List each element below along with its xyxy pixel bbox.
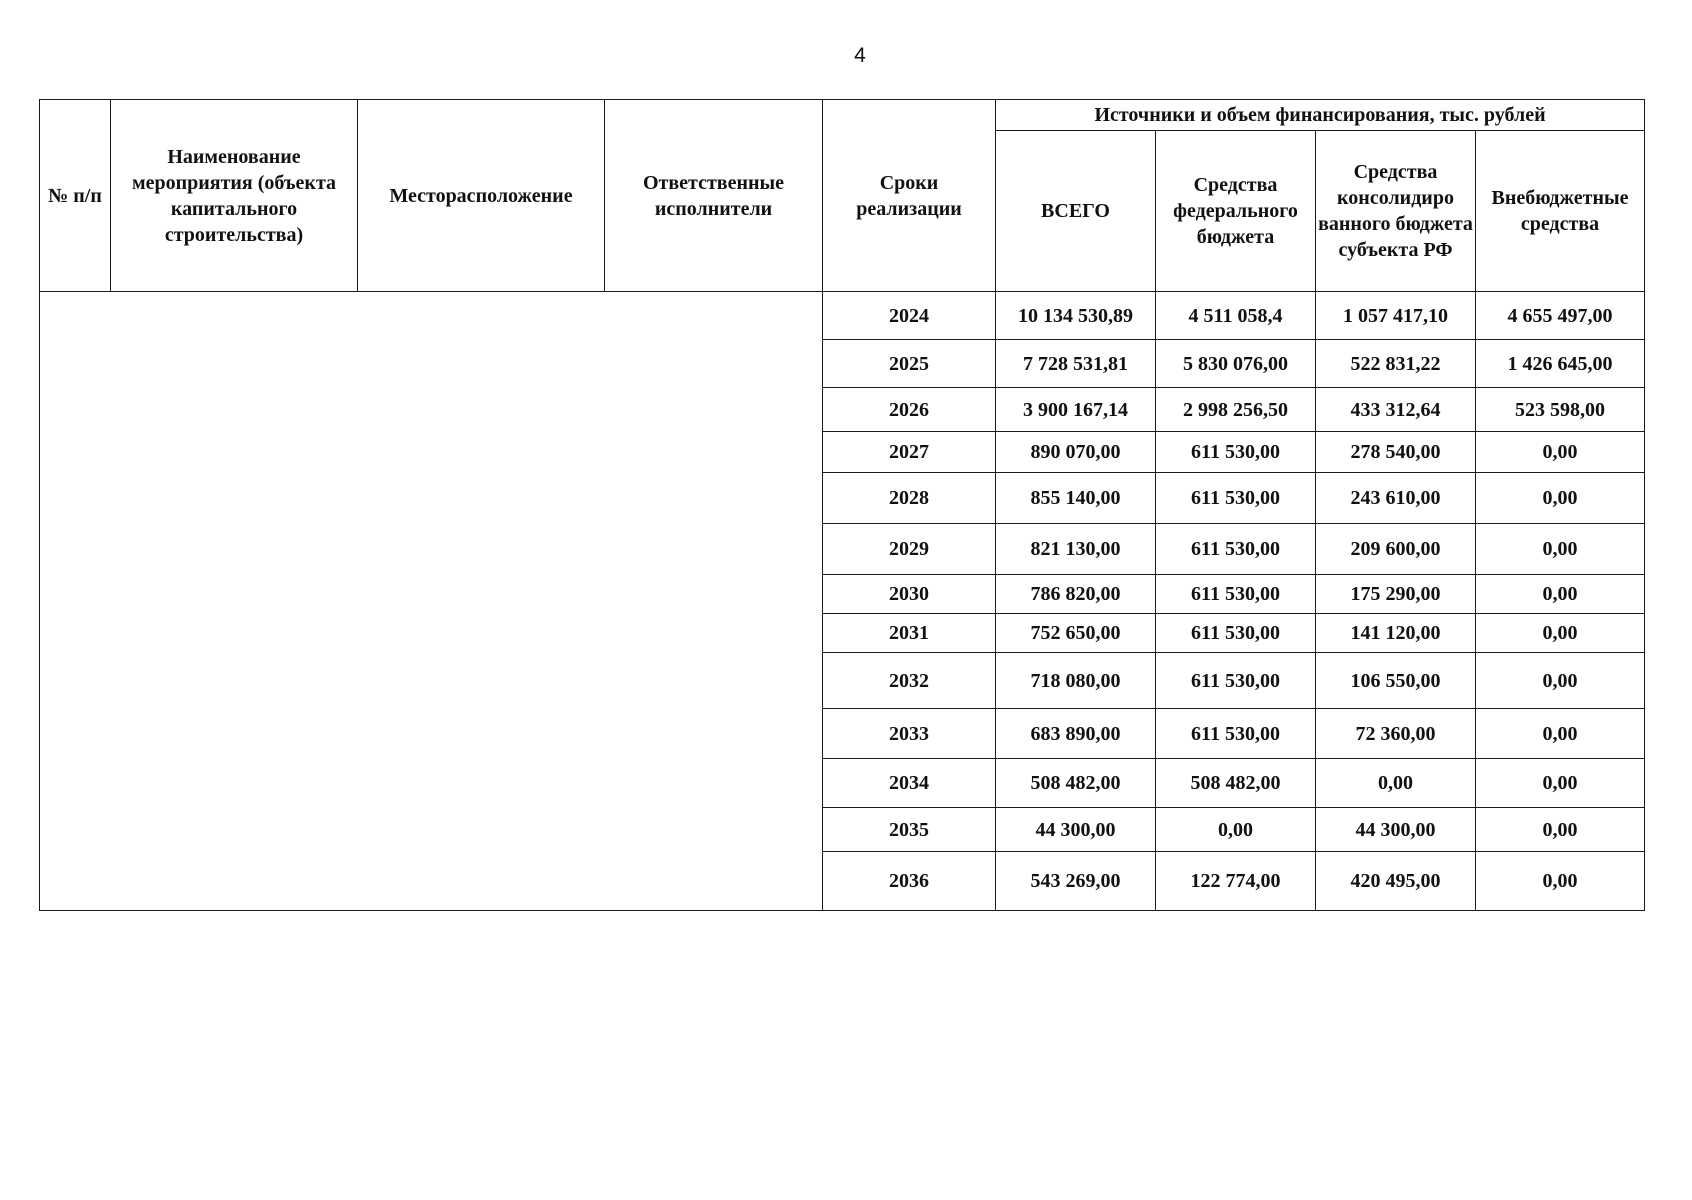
cell-year: 2033	[823, 709, 996, 759]
cell-federal: 611 530,00	[1156, 653, 1316, 709]
cell-federal: 611 530,00	[1156, 473, 1316, 524]
header-terms: Сроки реализации	[823, 100, 996, 292]
cell-extrabudget: 4 655 497,00	[1476, 292, 1645, 340]
cell-total: 7 728 531,81	[996, 340, 1156, 388]
cell-year: 2032	[823, 653, 996, 709]
cell-consolidated: 106 550,00	[1316, 653, 1476, 709]
header-extrabudget: Внебюджетные средства	[1476, 131, 1645, 292]
cell-total: 718 080,00	[996, 653, 1156, 709]
cell-consolidated: 1 057 417,10	[1316, 292, 1476, 340]
cell-consolidated: 243 610,00	[1316, 473, 1476, 524]
cell-year: 2024	[823, 292, 996, 340]
cell-extrabudget: 0,00	[1476, 614, 1645, 653]
cell-federal: 5 830 076,00	[1156, 340, 1316, 388]
cell-year: 2025	[823, 340, 996, 388]
cell-extrabudget: 0,00	[1476, 759, 1645, 808]
financing-table	[39, 99, 1645, 911]
cell-consolidated: 44 300,00	[1316, 808, 1476, 852]
table-body	[40, 292, 1645, 911]
header-responsible: Ответственные исполнители	[605, 100, 823, 292]
cell-federal: 2 998 256,50	[1156, 388, 1316, 432]
cell-consolidated: 278 540,00	[1316, 432, 1476, 473]
header-total: ВСЕГО	[996, 131, 1156, 292]
cell-consolidated: 175 290,00	[1316, 575, 1476, 614]
cell-extrabudget: 0,00	[1476, 473, 1645, 524]
cell-extrabudget: 0,00	[1476, 575, 1645, 614]
cell-consolidated: 420 495,00	[1316, 852, 1476, 911]
cell-total: 10 134 530,89	[996, 292, 1156, 340]
cell-extrabudget: 523 598,00	[1476, 388, 1645, 432]
cell-extrabudget: 0,00	[1476, 432, 1645, 473]
cell-year: 2030	[823, 575, 996, 614]
cell-consolidated: 522 831,22	[1316, 340, 1476, 388]
cell-total: 821 130,00	[996, 524, 1156, 575]
cell-total: 543 269,00	[996, 852, 1156, 911]
cell-consolidated: 72 360,00	[1316, 709, 1476, 759]
header-financing-group: Источники и объем финансирования, тыс. рублей	[996, 100, 1645, 131]
cell-federal: 122 774,00	[1156, 852, 1316, 911]
cell-total: 44 300,00	[996, 808, 1156, 852]
page-number: 4	[854, 44, 866, 67]
cell-year: 2034	[823, 759, 996, 808]
cell-federal: 508 482,00	[1156, 759, 1316, 808]
cell-extrabudget: 0,00	[1476, 653, 1645, 709]
cell-extrabudget: 0,00	[1476, 852, 1645, 911]
table-header	[40, 100, 1645, 292]
cell-total: 752 650,00	[996, 614, 1156, 653]
cell-consolidated: 209 600,00	[1316, 524, 1476, 575]
header-federal: Средства федерального бюджета	[1156, 131, 1316, 292]
cell-total: 3 900 167,14	[996, 388, 1156, 432]
cell-year: 2028	[823, 473, 996, 524]
cell-extrabudget: 0,00	[1476, 524, 1645, 575]
table-row	[40, 292, 1645, 340]
cell-federal: 611 530,00	[1156, 709, 1316, 759]
cell-federal: 4 511 058,4	[1156, 292, 1316, 340]
cell-federal: 611 530,00	[1156, 524, 1316, 575]
cell-federal: 611 530,00	[1156, 575, 1316, 614]
cell-consolidated: 0,00	[1316, 759, 1476, 808]
header-name: Наименование мероприятия (объекта капитального строительства)	[111, 100, 358, 292]
blank-merged-cell	[40, 292, 823, 911]
cell-total: 855 140,00	[996, 473, 1156, 524]
cell-year: 2026	[823, 388, 996, 432]
cell-extrabudget: 0,00	[1476, 709, 1645, 759]
cell-total: 683 890,00	[996, 709, 1156, 759]
cell-year: 2031	[823, 614, 996, 653]
cell-consolidated: 433 312,64	[1316, 388, 1476, 432]
cell-total: 786 820,00	[996, 575, 1156, 614]
cell-federal: 611 530,00	[1156, 614, 1316, 653]
header-location: Месторасположение	[358, 100, 605, 292]
cell-total: 890 070,00	[996, 432, 1156, 473]
cell-extrabudget: 1 426 645,00	[1476, 340, 1645, 388]
cell-year: 2035	[823, 808, 996, 852]
cell-year: 2036	[823, 852, 996, 911]
header-consolidated: Средства консолидиро ванного бюджета субъекта РФ	[1316, 131, 1476, 292]
cell-year: 2027	[823, 432, 996, 473]
cell-extrabudget: 0,00	[1476, 808, 1645, 852]
cell-consolidated: 141 120,00	[1316, 614, 1476, 653]
cell-year: 2029	[823, 524, 996, 575]
cell-federal: 0,00	[1156, 808, 1316, 852]
cell-total: 508 482,00	[996, 759, 1156, 808]
header-num: № п/п	[40, 100, 111, 292]
cell-federal: 611 530,00	[1156, 432, 1316, 473]
